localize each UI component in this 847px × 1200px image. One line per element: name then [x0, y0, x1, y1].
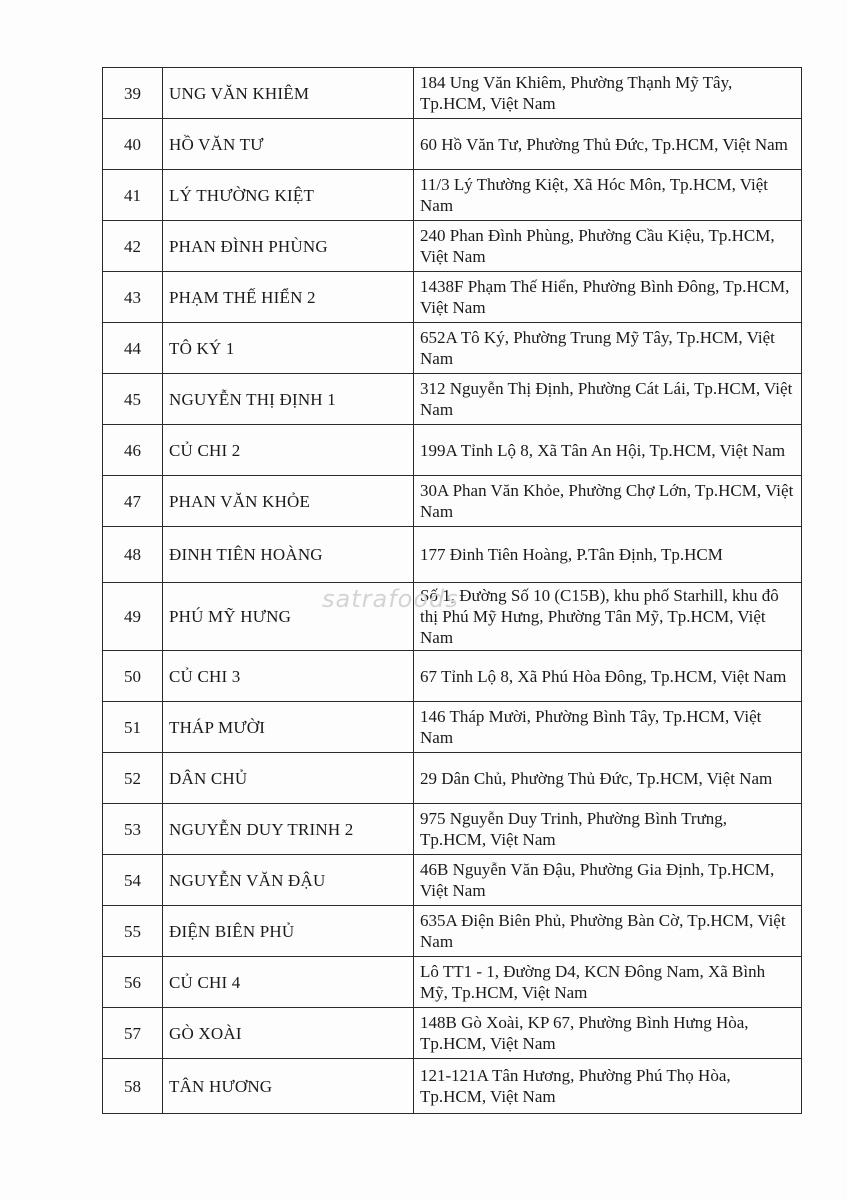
table-row [103, 1008, 802, 1059]
store-name: TÂN HƯƠNG [163, 1059, 414, 1114]
table-row [103, 170, 802, 221]
store-number: 56 [103, 957, 163, 1008]
store-number: 57 [103, 1008, 163, 1059]
store-address: 30A Phan Văn Khỏe, Phường Chợ Lớn, Tp.HCM, Việt Nam [414, 476, 802, 527]
table-row [103, 527, 802, 583]
table-row [103, 651, 802, 702]
table-row [103, 906, 802, 957]
store-name: CỦ CHI 2 [163, 425, 414, 476]
table-row [103, 702, 802, 753]
store-name: PHAN VĂN KHỎE [163, 476, 414, 527]
store-number: 51 [103, 702, 163, 753]
table-row [103, 221, 802, 272]
store-name: GÒ XOÀI [163, 1008, 414, 1059]
store-address: 312 Nguyễn Thị Định, Phường Cát Lái, Tp.HCM, Việt Nam [414, 374, 802, 425]
store-number: 40 [103, 119, 163, 170]
store-address: 177 Đinh Tiên Hoàng, P.Tân Định, Tp.HCM [414, 527, 802, 583]
store-address: 29 Dân Chủ, Phường Thủ Đức, Tp.HCM, Việt Nam [414, 753, 802, 804]
store-number: 42 [103, 221, 163, 272]
store-name: NGUYỄN DUY TRINH 2 [163, 804, 414, 855]
table-row [103, 323, 802, 374]
store-address: 148B Gò Xoài, KP 67, Phường Bình Hưng Hòa, Tp.HCM, Việt Nam [414, 1008, 802, 1059]
table-row [103, 753, 802, 804]
store-name: LÝ THƯỜNG KIỆT [163, 170, 414, 221]
watermark-text: satrafoods [322, 585, 459, 613]
table-row [103, 425, 802, 476]
store-address: 240 Phan Đình Phùng, Phường Cầu Kiệu, Tp.HCM, Việt Nam [414, 221, 802, 272]
table-row [103, 957, 802, 1008]
store-name: UNG VĂN KHIÊM [163, 68, 414, 119]
store-address: 199A Tỉnh Lộ 8, Xã Tân An Hội, Tp.HCM, Việt Nam [414, 425, 802, 476]
store-address: Lô TT1 - 1, Đường D4, KCN Đông Nam, Xã Bình Mỹ, Tp.HCM, Việt Nam [414, 957, 802, 1008]
store-number: 48 [103, 527, 163, 583]
store-address: 652A Tô Ký, Phường Trung Mỹ Tây, Tp.HCM, Việt Nam [414, 323, 802, 374]
store-name: HỒ VĂN TƯ [163, 119, 414, 170]
store-address: 1438F Phạm Thế Hiển, Phường Bình Đông, Tp.HCM, Việt Nam [414, 272, 802, 323]
store-number: 44 [103, 323, 163, 374]
store-name: NGUYỄN VĂN ĐẬU [163, 855, 414, 906]
store-address: 635A Điện Biên Phủ, Phường Bàn Cờ, Tp.HCM, Việt Nam [414, 906, 802, 957]
store-number: 46 [103, 425, 163, 476]
store-number: 43 [103, 272, 163, 323]
table-row [103, 804, 802, 855]
store-number: 41 [103, 170, 163, 221]
store-number: 53 [103, 804, 163, 855]
store-name: NGUYỄN THỊ ĐỊNH 1 [163, 374, 414, 425]
store-address: 146 Tháp Mười, Phường Bình Tây, Tp.HCM, Việt Nam [414, 702, 802, 753]
table-row [103, 583, 802, 651]
store-name: ĐIỆN BIÊN PHỦ [163, 906, 414, 957]
store-name: DÂN CHỦ [163, 753, 414, 804]
store-name: THÁP MƯỜI [163, 702, 414, 753]
store-number: 49 [103, 583, 163, 651]
store-number: 54 [103, 855, 163, 906]
store-address: 67 Tỉnh Lộ 8, Xã Phú Hòa Đông, Tp.HCM, Việt Nam [414, 651, 802, 702]
table-row [103, 476, 802, 527]
store-name: TÔ KÝ 1 [163, 323, 414, 374]
table-row [103, 1059, 802, 1114]
store-name: PHÚ MỸ HƯNG [163, 583, 414, 651]
table-row [103, 374, 802, 425]
store-number: 55 [103, 906, 163, 957]
table-row [103, 68, 802, 119]
store-name: CỦ CHI 4 [163, 957, 414, 1008]
store-number: 50 [103, 651, 163, 702]
store-name: ĐINH TIÊN HOÀNG [163, 527, 414, 583]
store-address: 121-121A Tân Hương, Phường Phú Thọ Hòa, Tp.HCM, Việt Nam [414, 1059, 802, 1114]
table-row [103, 119, 802, 170]
store-address: 11/3 Lý Thường Kiệt, Xã Hóc Môn, Tp.HCM, Việt Nam [414, 170, 802, 221]
store-name: PHẠM THẾ HIỂN 2 [163, 272, 414, 323]
store-number: 39 [103, 68, 163, 119]
store-address: 46B Nguyễn Văn Đậu, Phường Gia Định, Tp.HCM, Việt Nam [414, 855, 802, 906]
store-number: 52 [103, 753, 163, 804]
store-number: 58 [103, 1059, 163, 1114]
store-name: CỦ CHI 3 [163, 651, 414, 702]
store-number: 47 [103, 476, 163, 527]
store-address: 184 Ung Văn Khiêm, Phường Thạnh Mỹ Tây, Tp.HCM, Việt Nam [414, 68, 802, 119]
table-row [103, 272, 802, 323]
store-address: Số 1, Đường Số 10 (C15B), khu phố Starhill, khu đô thị Phú Mỹ Hưng, Phường Tân Mỹ, Tp.HCM, Việt Nam [414, 583, 802, 651]
store-address: 975 Nguyễn Duy Trinh, Phường Bình Trưng, Tp.HCM, Việt Nam [414, 804, 802, 855]
store-number: 45 [103, 374, 163, 425]
store-list-table [102, 67, 802, 1114]
store-address: 60 Hồ Văn Tư, Phường Thủ Đức, Tp.HCM, Việt Nam [414, 119, 802, 170]
table-row [103, 855, 802, 906]
store-name: PHAN ĐÌNH PHÙNG [163, 221, 414, 272]
